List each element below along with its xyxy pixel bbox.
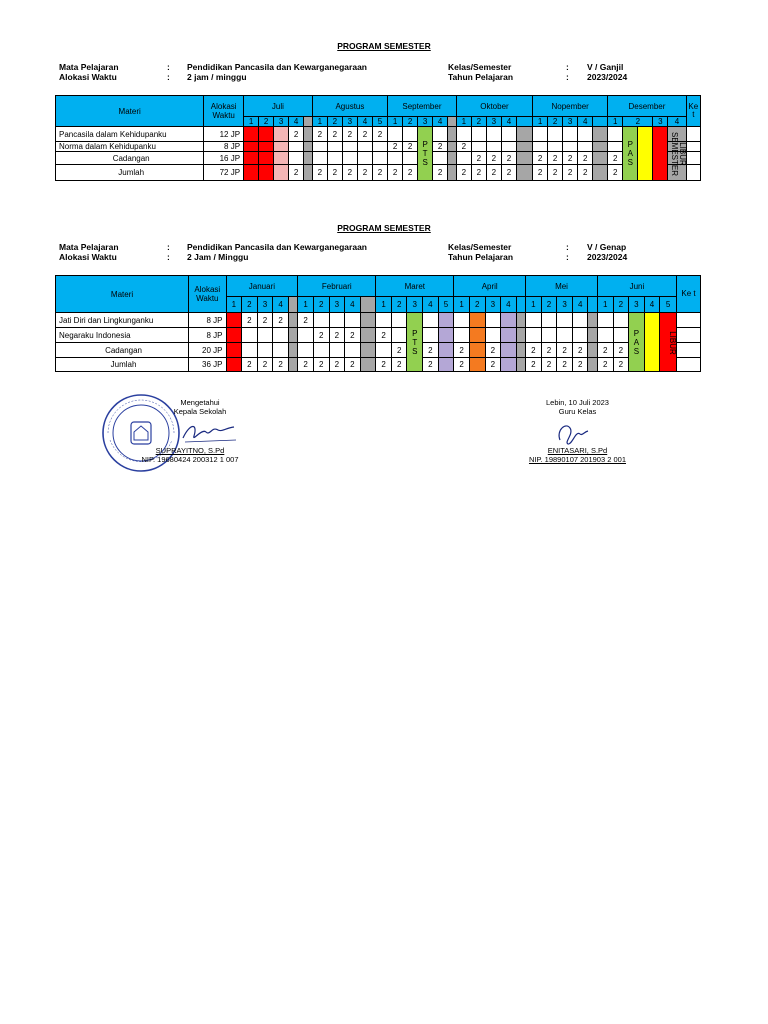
- pts-text: P T S: [412, 328, 418, 356]
- kelas-label: Kelas/Semester: [448, 242, 512, 252]
- sign-left-header: [160, 398, 240, 416]
- row-materi: Jumlah: [56, 358, 189, 372]
- alokasi-label: Alokasi Waktu: [59, 72, 117, 82]
- table-row: Cadangan 20 JP 2 2 2 2 2 2 2 2 2 2: [56, 343, 701, 358]
- head-ket: [676, 276, 700, 313]
- sem1-values-right: [587, 62, 627, 82]
- libur-cell: [653, 127, 688, 181]
- head-alokasi-1: Alokasi: [210, 102, 237, 111]
- table-row: Cadangan 16 JP 2 2 2 2 2 2 2 2: [56, 152, 701, 165]
- tahun-label: Tahun Pelajaran: [448, 252, 514, 262]
- sem2-labels-right: [448, 242, 513, 262]
- sem2-values-left: [187, 242, 367, 262]
- month-februari: Februari: [298, 276, 376, 297]
- mapel-value: Pendidikan Pancasila dan Kewarganegaraan: [187, 242, 367, 252]
- row-alokasi: 20 JP: [189, 343, 226, 358]
- row-materi: Cadangan: [56, 343, 189, 358]
- pas-cell: [623, 127, 638, 181]
- head-materi: Materi: [56, 96, 204, 127]
- libur-text: LIBUR: [668, 330, 678, 355]
- head-alokasi: [189, 276, 226, 313]
- table-row: Negaraku Indonesia 8 JP 2 2 2 2: [56, 328, 701, 343]
- colon: :: [167, 62, 170, 72]
- month-mei: Mei: [526, 276, 598, 297]
- colon: :: [167, 242, 170, 252]
- sem2-labels-left: [59, 242, 119, 262]
- sem1-labels-left: [59, 62, 119, 82]
- colon: :: [566, 252, 569, 262]
- table-row: Jumlah 36 JP 2 2 2 2 2 2 2 2 2 2 2 2 2 2 2 2 2 2: [56, 358, 701, 372]
- week-row: 1 2 3 4 1 2 3 4 1 2 3 4 5 1 2 3 4 1 2 3 4 1 2 3 4 5: [56, 297, 701, 313]
- colon: :: [167, 72, 170, 82]
- headmaster-name: SUPRAYITNO, S.Pd: [155, 446, 225, 455]
- headmaster-nip: NIP. 19680424 200312 1 007: [141, 455, 239, 464]
- month-juli: Juli: [244, 96, 313, 117]
- row-materi: Jati Diri dan Lingkunganku: [56, 313, 189, 328]
- sign-left-footer: [125, 446, 255, 464]
- head-ket: [686, 96, 700, 127]
- sign-left-1: Mengetahui: [180, 398, 220, 407]
- month-maret: Maret: [376, 276, 454, 297]
- mapel-label: Mata Pelajaran: [59, 242, 119, 252]
- tahun-value: 2023/2024: [587, 252, 628, 262]
- kelas-label: Kelas/Semester: [448, 62, 512, 72]
- head-alokasi-2: Waktu: [196, 294, 219, 303]
- pts-cell: [407, 313, 423, 372]
- table-row: Jumlah 72 JP 2 2 2 2 2 2 2 2 2 2 2 2 2 2 2 2 2 2: [56, 165, 701, 181]
- sem1-values-left: [187, 62, 367, 82]
- colon: :: [566, 242, 569, 252]
- row-materi: Norma dalam Kehidupanku: [56, 142, 204, 152]
- sign-right-header: [520, 398, 635, 416]
- pts-text: P T S: [422, 140, 428, 167]
- sem1-table: [55, 95, 701, 181]
- row-alokasi: 8 JP: [189, 328, 226, 343]
- row-materi: Negaraku Indonesia: [56, 328, 189, 343]
- kelas-value: V / Genap: [587, 242, 627, 252]
- row-alokasi: 36 JP: [189, 358, 226, 372]
- signature-headmaster-icon: [180, 418, 240, 446]
- head-alokasi-1: Alokasi: [194, 285, 221, 294]
- month-oktober: Oktober: [456, 96, 532, 117]
- alokasi-value: 2 jam / minggu: [187, 72, 247, 82]
- pas-text: P A S: [633, 328, 640, 356]
- sem2-colons-right: [566, 242, 569, 262]
- sign-right-1: Lebin, 10 Juli 2023: [546, 398, 609, 407]
- row-materi: Cadangan: [56, 152, 204, 165]
- row-alokasi: 16 JP: [204, 152, 244, 165]
- tahun-label: Tahun Pelajaran: [448, 72, 514, 82]
- sem1-colons-right: [566, 62, 569, 82]
- colon: :: [566, 72, 569, 82]
- colon: :: [566, 62, 569, 72]
- sem1-colons-left: [167, 62, 170, 82]
- row-alokasi: 12 JP: [204, 127, 244, 142]
- month-desember: Desember: [608, 96, 686, 117]
- colon: :: [167, 252, 170, 262]
- month-nopember: Nopember: [533, 96, 608, 117]
- row-alokasi: 72 JP: [204, 165, 244, 181]
- sign-right-2: Guru Kelas: [558, 407, 597, 416]
- kelas-value: V / Ganjil: [587, 62, 624, 72]
- teacher-name: ENITASARI, S.Pd: [547, 446, 608, 455]
- table-row: Norma dalam Kehidupanku 8 JP 2 2 2 2: [56, 142, 701, 152]
- table-row: Jati Diri dan Lingkunganku 8 JP 2 2 2 2 P T S P A S LIBUR: [56, 313, 701, 328]
- pas-cell: [629, 313, 645, 372]
- table-row: Pancasila dalam Kehidupanku 12 JP 2 2 2 2 2 2 P T S P A S LIBUR SEMESTER: [56, 127, 701, 142]
- head-ket-text: Ke t: [688, 102, 699, 119]
- pas-text: P A S: [627, 140, 633, 167]
- month-januari: Januari: [226, 276, 298, 297]
- sign-left-2: Kepala Sekolah: [173, 407, 227, 416]
- sign-right-footer: [515, 446, 640, 464]
- alokasi-label: Alokasi Waktu: [59, 252, 117, 262]
- alokasi-value: 2 Jam / Minggu: [187, 252, 249, 262]
- row-materi: Pancasila dalam Kehidupanku: [56, 127, 204, 142]
- head-materi: Materi: [56, 276, 189, 313]
- month-september: September: [388, 96, 457, 117]
- head-alokasi: [204, 96, 244, 127]
- libur-cell: [660, 313, 677, 372]
- row-alokasi: 8 JP: [189, 313, 226, 328]
- sem2-values-right: [587, 242, 627, 262]
- sem1-title: PROGRAM SEMESTER: [337, 41, 431, 51]
- month-agustus: Agustus: [312, 96, 387, 117]
- teacher-nip: NIP. 19890107 201903 2 001: [528, 455, 627, 464]
- head-ket-text: Ke t: [681, 289, 696, 298]
- week-row: 1 2 3 4 1 2 3 4 5 1 2 3 4 1 2 3 4 1 2 3 4 1 2 3 4: [56, 117, 701, 127]
- row-alokasi: 8 JP: [204, 142, 244, 152]
- libur-text: LIBUR SEMESTER: [670, 131, 688, 176]
- mapel-label: Mata Pelajaran: [59, 62, 119, 72]
- month-juni: Juni: [597, 276, 676, 297]
- sem2-table: [55, 275, 701, 372]
- head-alokasi-2: Waktu: [212, 111, 235, 120]
- row-materi: Jumlah: [56, 165, 204, 181]
- month-april: April: [454, 276, 526, 297]
- sem1-labels-right: [448, 62, 513, 82]
- pts-cell: [418, 127, 433, 181]
- tahun-value: 2023/2024: [587, 72, 628, 82]
- sem2-title: PROGRAM SEMESTER: [337, 223, 431, 233]
- signature-teacher-icon: [552, 420, 592, 446]
- sem2-colons-left: [167, 242, 170, 262]
- mapel-value: Pendidikan Pancasila dan Kewarganegaraan: [187, 62, 367, 72]
